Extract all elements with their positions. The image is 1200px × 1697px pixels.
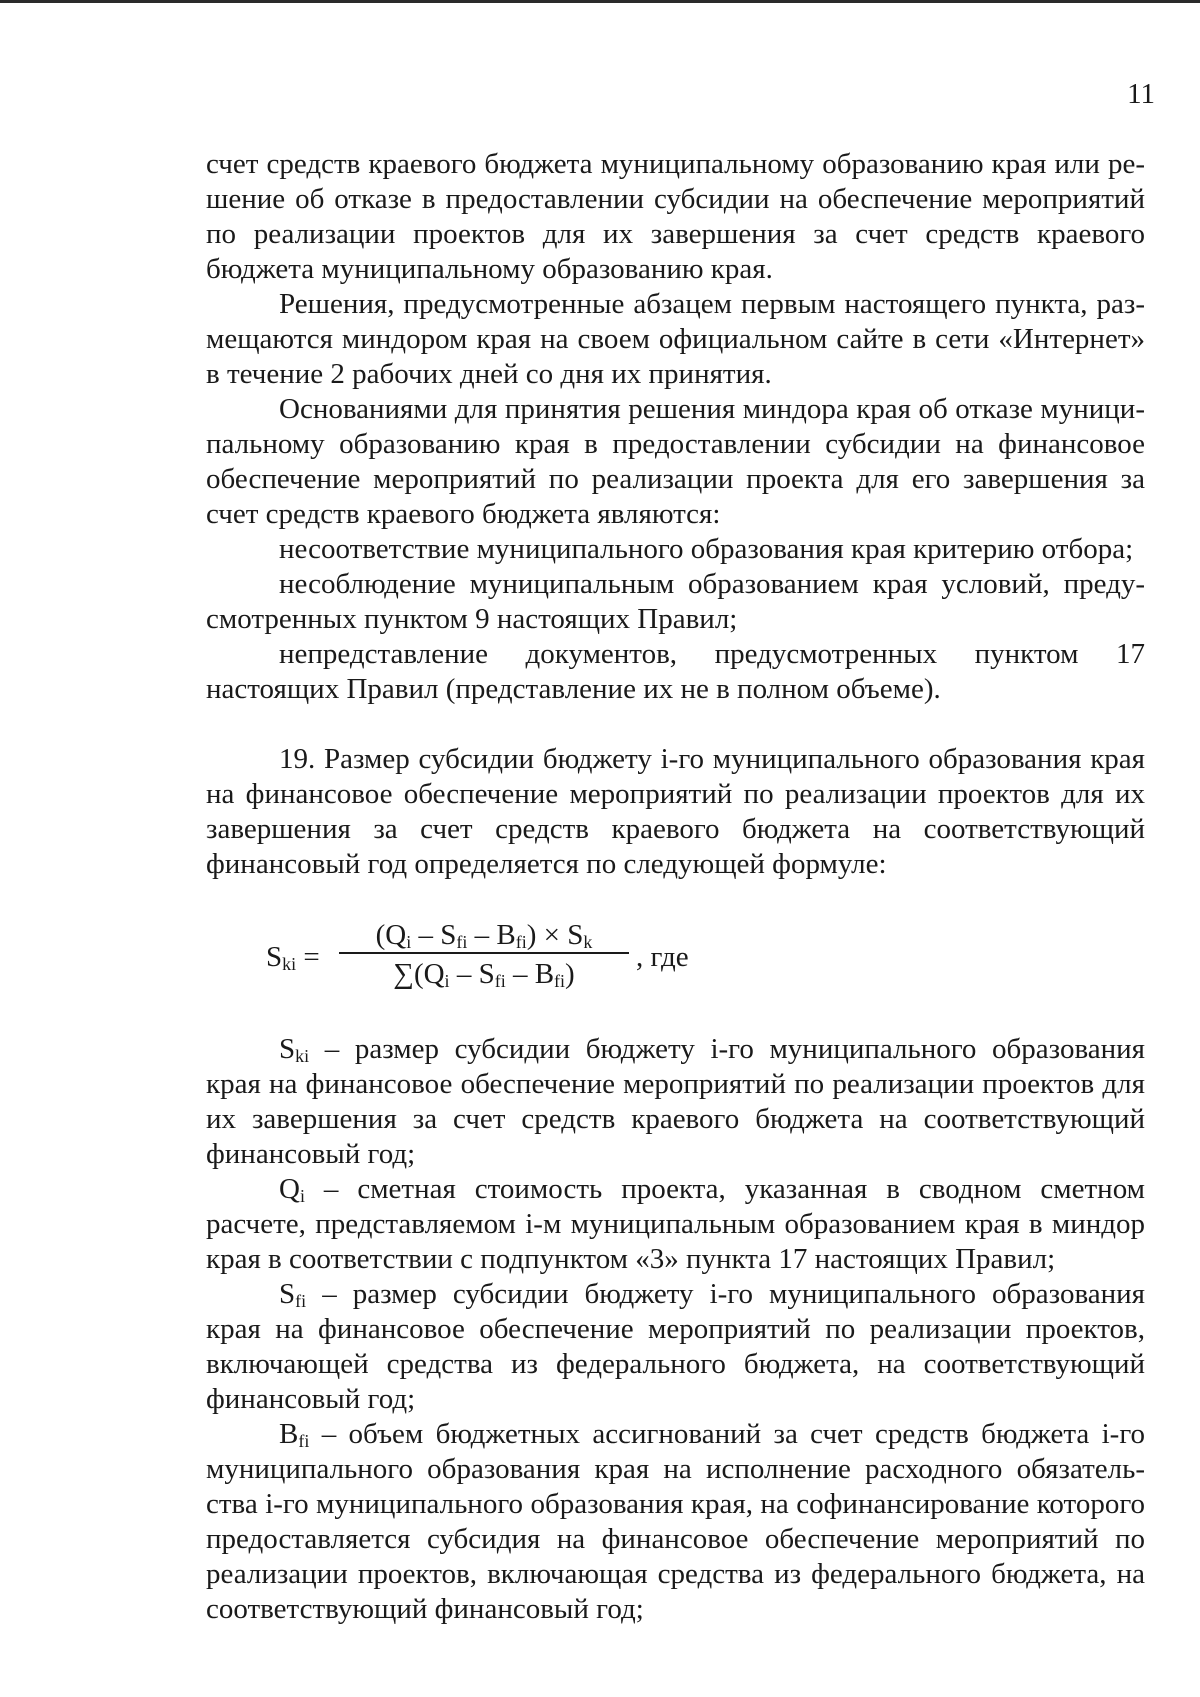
definition-sfi: $S_{fi}$ – размер субсидии бюджету i-го муниципального образования края на финансовое обеспечение мероприятий по реализации проектов, включающей средства из федерального бюджета, на соответствующий финансовый год; <box>206 1278 1145 1415</box>
definition-qi: $Q_i$ – сметная стоимость проекта, указанная в сводном сметном расчете, представляемом i-м муниципальным образованием края в миндор края в соответствии с подпунктом «3» пункта 17 настоящих Правил; <box>206 1173 1145 1275</box>
symbol-bfi: $B_{fi}$ <box>279 1418 310 1451</box>
definition-ski: $S_{ki}$ – размер субсидии бюджету i-го муниципального образования края на финансовое обеспечение мероприятий по реализации проектов для их завершения за счет средств краевого бюджета на соответствующий финансовый год; <box>206 1033 1145 1170</box>
page-top-edge <box>0 0 1200 3</box>
formula-denominator: $\sum(Q_i - S_{fi} - B_{fi})$ <box>393 957 575 991</box>
page-number: 11 <box>1127 78 1155 110</box>
definition-bfi: $B_{fi}$ – объем бюджетных ассигнований за счет средств бюджета i-го муниципального образования края на исполнение расходного обязательства i-го муниципального образования края, на софинансирование которого предоставляется субсидия на финансовое обеспечение мероприятий по реализации проектов, включающая средства из федерального бюджета, на соответствующий финансовый год; <box>206 1418 1145 1625</box>
paragraph-publication: Решения, предусмотренные абзацем первым настоящего пункта, размещаются миндором края на своем официальном сайте в сети «Интернет» в течение 2 рабочих дней со дня их принятия. <box>206 288 1145 390</box>
formula-where: , где <box>636 941 689 973</box>
symbol-sfi: $S_{fi}$ <box>279 1278 307 1311</box>
paragraph-19-subsidy-size: 19. Размер субсидии бюджету i-го муниципального образования края на финансовое обеспечение мероприятий по реализации проектов для их завершения за счет средств краевого бюджета на соответствующий финансовый год определяется по следующей формуле: <box>206 743 1145 880</box>
list-item-criterion-mismatch: несоответствие муниципального образования края критерию отбора; <box>279 533 1134 565</box>
symbol-qi: $Q_i$ <box>279 1173 305 1206</box>
formula-numerator: $(Q_i - S_{fi} - B_{fi}) \times S_k$ <box>375 919 593 952</box>
list-item-conditions-noncompliance: несоблюдение муниципальным образованием края условий, предусмотренных пунктом 9 настоящих Правил; <box>206 568 1145 635</box>
document-body <box>206 147 1145 1627</box>
formula-lhs: $S_{ki}$ = <box>266 941 320 974</box>
formula-fraction <box>339 918 629 991</box>
paragraph-decision-continuation: счет средств краевого бюджета муниципальному образованию края или решение об отказе в предоставлении субсидии на обеспечение мероприятий по реализации проектов для их завершения за счет средств краевого бюджета муниципальному образованию края. <box>206 148 1145 285</box>
subsidy-formula <box>206 918 1145 996</box>
symbol-ski: $S_{ki}$ <box>279 1033 310 1066</box>
fraction-bar <box>339 952 629 954</box>
list-item-documents-missing: непредставление документов, предусмотренных пунктом 17 настоящих Правил (представление их не в полном объеме). <box>206 638 1145 705</box>
paragraph-refusal-grounds: Основаниями для принятия решения миндора края об отказе муниципальному образованию края в предоставлении субсидии на финансовое обеспечение мероприятий по реализации проекта для его завершения за счет средств краевого бюджета являются: <box>206 393 1145 530</box>
